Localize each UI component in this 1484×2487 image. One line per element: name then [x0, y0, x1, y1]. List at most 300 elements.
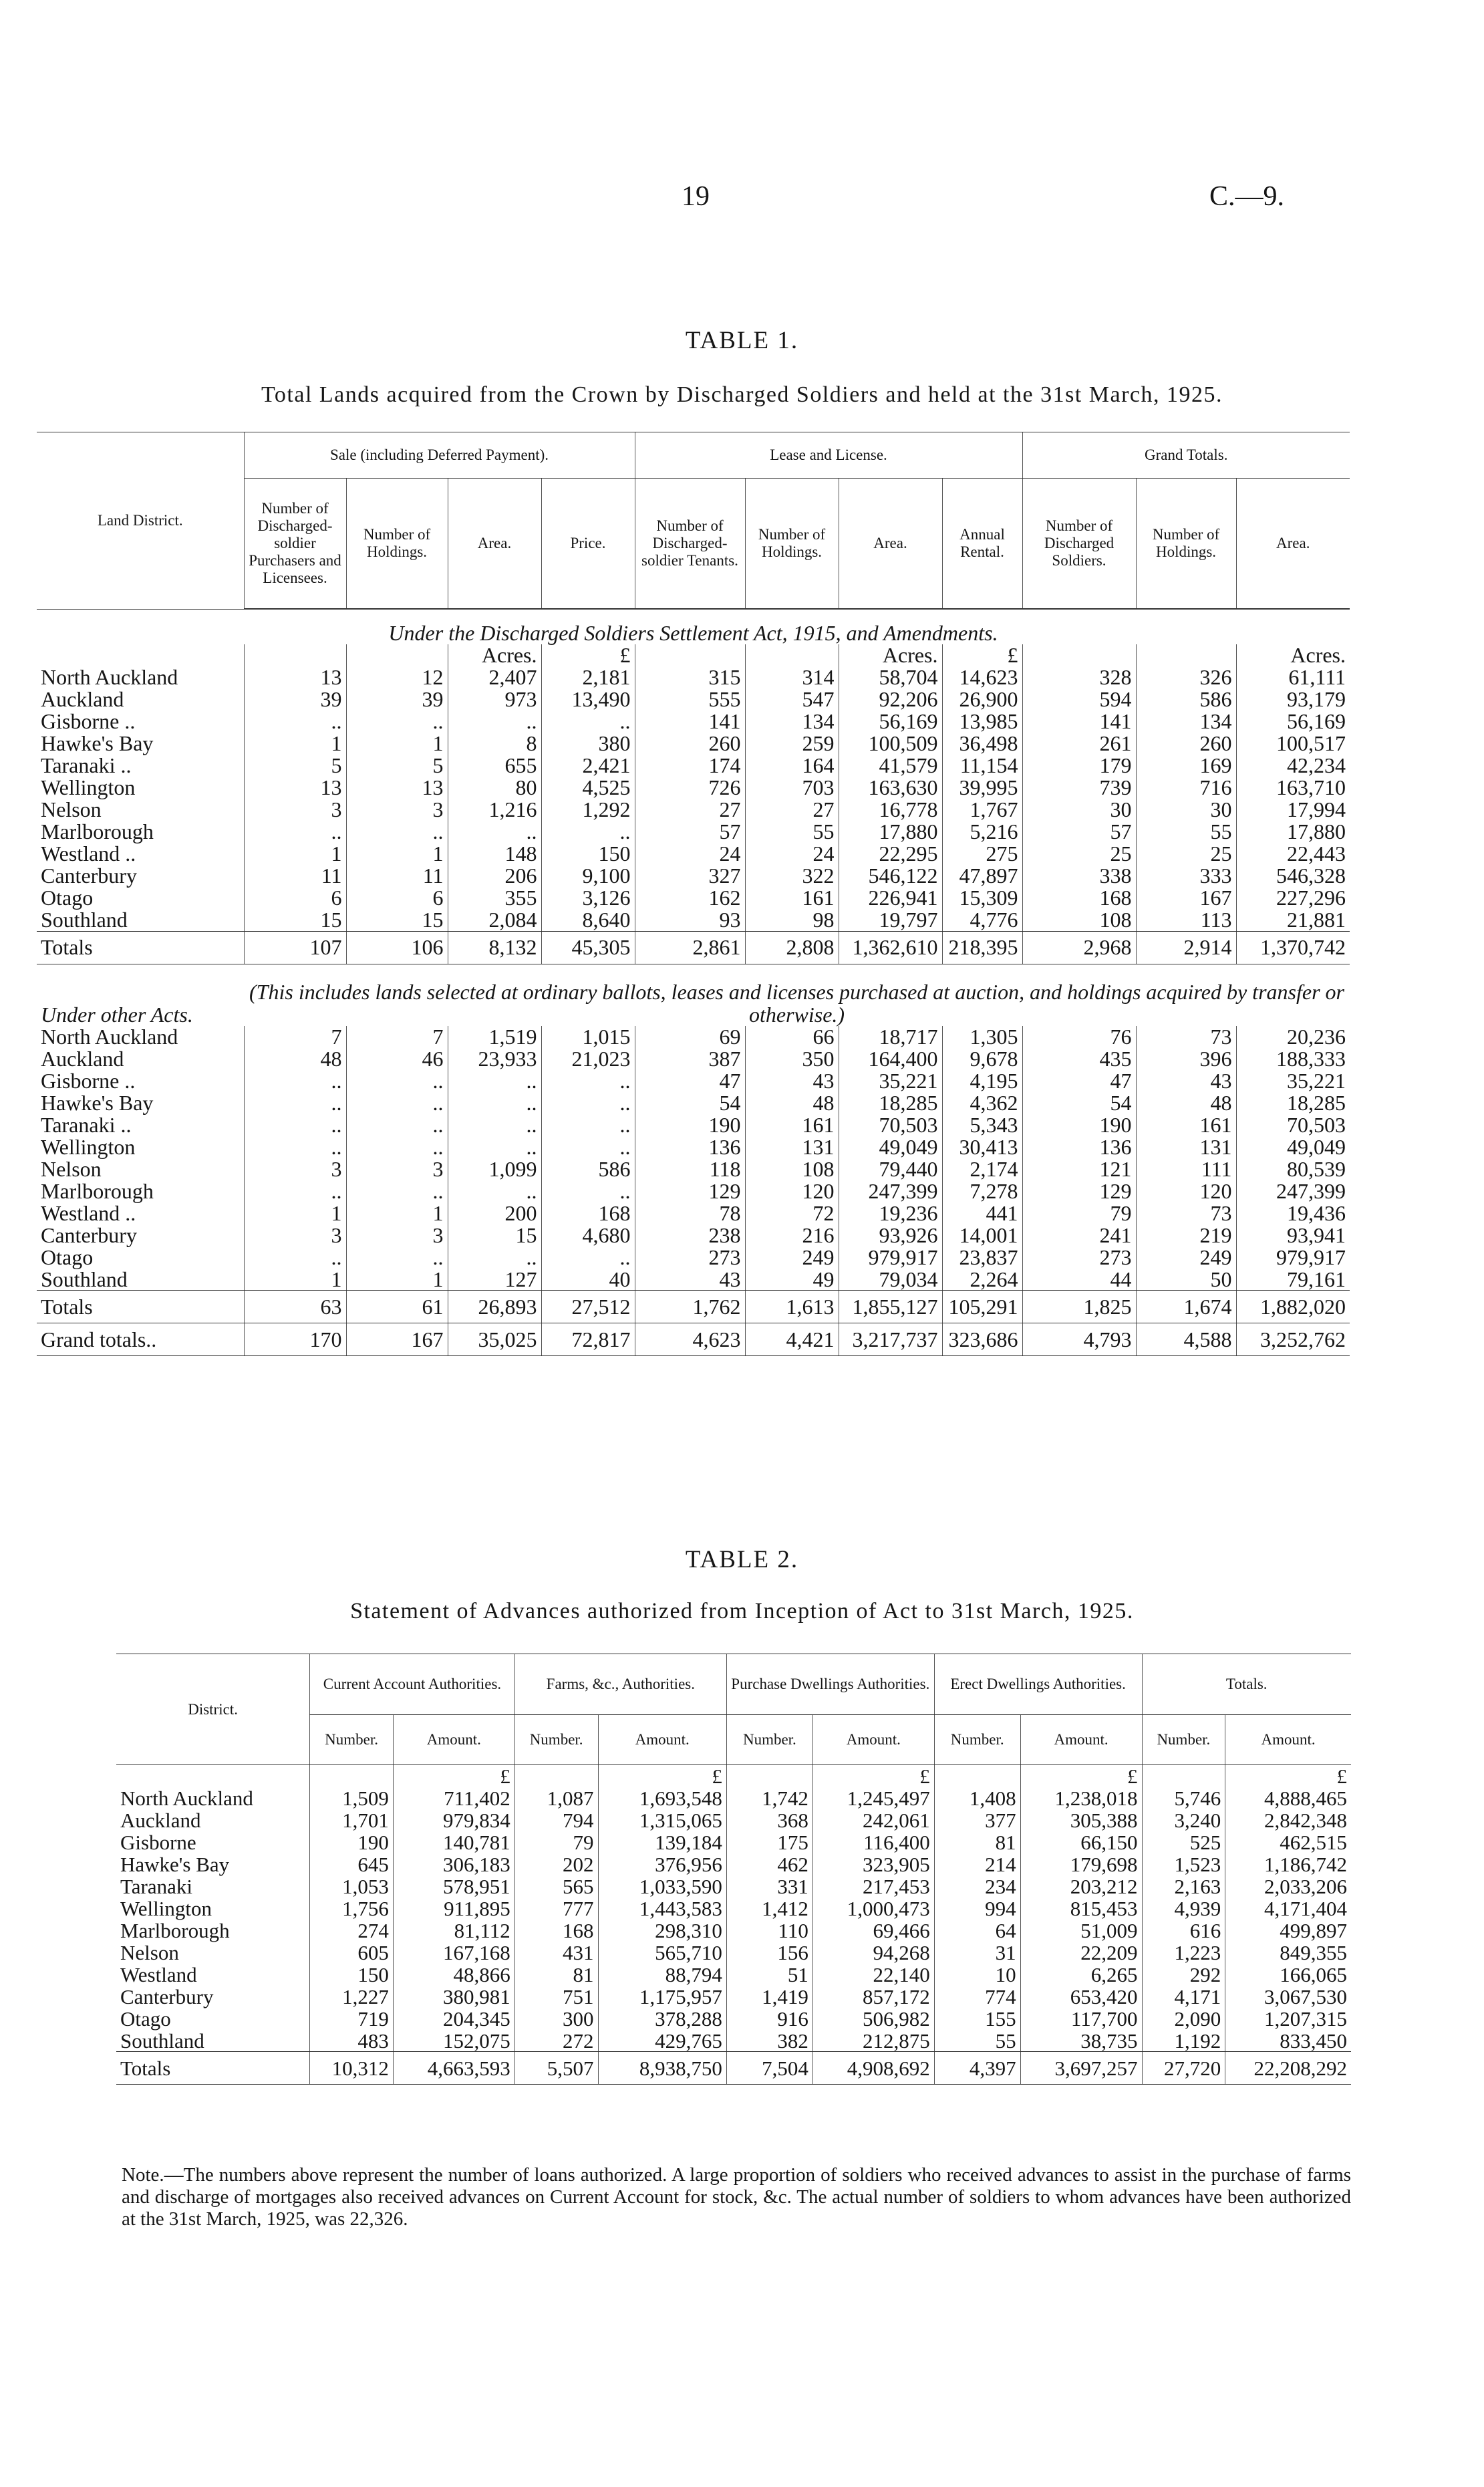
table-cell: 5,343 [942, 1114, 1022, 1136]
table-cell: 462 [726, 1853, 812, 1875]
table-cell: 719 [310, 2008, 394, 2030]
table-row [37, 821, 1350, 843]
row-label: Westland [120, 1962, 197, 1986]
table-cell: 49,049 [1236, 1136, 1350, 1158]
row-label: Southland [41, 908, 128, 932]
table-cell: .. [244, 1092, 346, 1114]
table-row [116, 1831, 1351, 1853]
table-cell: 38,735 [1020, 2030, 1142, 2052]
table-cell: 118 [635, 1158, 745, 1180]
table-row [37, 755, 1350, 777]
table-cell [934, 1765, 1020, 1787]
table-cell: 54 [635, 1092, 745, 1114]
row-label: Gisborne [120, 1830, 196, 1854]
table-cell: 1 [346, 1269, 448, 1291]
table-cell: 141 [1022, 710, 1136, 733]
table-cell: .. [244, 1247, 346, 1269]
row-label: Southland [120, 2028, 204, 2053]
units-row [116, 1765, 1351, 1787]
table-cell: 48 [745, 1092, 839, 1114]
table-cell: 121 [1022, 1158, 1136, 1180]
table-cell: .. [346, 1092, 448, 1114]
table-cell: 2,163 [1142, 1875, 1225, 1897]
table-cell: .. [541, 1180, 635, 1202]
table-cell: 973 [448, 688, 541, 710]
table-cell: .. [541, 1136, 635, 1158]
table-cell: 13 [346, 777, 448, 799]
row-label: Canterbury [41, 1222, 137, 1247]
table-cell: 259 [745, 733, 839, 755]
table-cell: 14,623 [942, 666, 1022, 688]
table-cell: 3,067,530 [1225, 1986, 1351, 2008]
table-cell: 100,509 [839, 733, 942, 755]
table1-title: TABLE 1. [685, 327, 799, 354]
table-cell: 2,174 [942, 1158, 1022, 1180]
grand-totals-row [37, 1323, 1350, 1356]
table-cell: £ [541, 644, 635, 666]
table-cell: 3 [346, 1158, 448, 1180]
table-cell: 1,053 [310, 1875, 394, 1897]
document-reference: C.—9. [1209, 181, 1285, 212]
row-label: Hawke's Bay [120, 1852, 230, 1876]
table-cell: 547 [745, 688, 839, 710]
table-cell: 247,399 [839, 1180, 942, 1202]
row-label [37, 644, 244, 666]
table-cell: 4,588 [1136, 1323, 1236, 1356]
table-cell: 1 [244, 1269, 346, 1291]
table-cell: 43 [745, 1070, 839, 1092]
table-cell: 80,539 [1236, 1158, 1350, 1180]
table-cell: 72 [745, 1202, 839, 1224]
table-cell: 2,861 [635, 931, 745, 964]
row-label: Totals [116, 2052, 310, 2085]
table-cell: 3 [346, 799, 448, 821]
table-cell: 1 [346, 733, 448, 755]
table-row [37, 909, 1350, 931]
table-cell: .. [244, 1180, 346, 1202]
table-cell: 314 [745, 666, 839, 688]
table-cell: 387 [635, 1048, 745, 1070]
table-cell: 6,265 [1020, 1964, 1142, 1986]
table-cell: 218,395 [942, 931, 1022, 964]
table-cell: 51 [726, 1964, 812, 1986]
table-cell: .. [541, 1247, 635, 1269]
table-cell: 645 [310, 1853, 394, 1875]
table-cell: .. [244, 821, 346, 843]
table-cell: 107 [244, 931, 346, 964]
table-cell: 22,443 [1236, 843, 1350, 865]
table-cell: 1,099 [448, 1158, 541, 1180]
table-cell: 1,693,548 [598, 1787, 726, 1809]
table-cell: 1,519 [448, 1026, 541, 1048]
table-cell: 376,956 [598, 1853, 726, 1875]
table-cell: 555 [635, 688, 745, 710]
column-header: Area. [448, 479, 541, 610]
table-cell: 22,140 [812, 1964, 934, 1986]
table-cell: 61 [346, 1291, 448, 1323]
table-cell: 586 [541, 1158, 635, 1180]
table-cell: 1,756 [310, 1897, 394, 1920]
table-cell: 1,362,610 [839, 931, 942, 964]
row-label: Grand totals.. [37, 1323, 244, 1356]
table-cell: 203,212 [1020, 1875, 1142, 1897]
table-cell: 1 [346, 843, 448, 865]
table-cell: 54 [1022, 1092, 1136, 1114]
table-cell: 833,450 [1225, 2030, 1351, 2052]
table-cell: 48 [244, 1048, 346, 1070]
table-row [37, 777, 1350, 799]
table-cell: 22,208,292 [1225, 2052, 1351, 2085]
table-cell: 169 [1136, 755, 1236, 777]
table-cell: 111 [1136, 1158, 1236, 1180]
table-cell: .. [448, 710, 541, 733]
table-cell: .. [244, 710, 346, 733]
page-number: 19 [682, 181, 710, 212]
table-cell: 57 [1022, 821, 1136, 843]
table-cell: 57 [635, 821, 745, 843]
table-cell: 1 [244, 843, 346, 865]
table-cell: 56,169 [839, 710, 942, 733]
table-row [116, 2008, 1351, 2030]
table-cell: 41,579 [839, 755, 942, 777]
table-cell: 47,897 [942, 865, 1022, 887]
row-label: North Auckland [41, 1024, 178, 1049]
table-cell: 300 [514, 2008, 598, 2030]
number-header: Number. [1142, 1715, 1225, 1765]
table-cell: 1,701 [310, 1809, 394, 1831]
row-label: Westland .. [41, 1200, 136, 1225]
table-cell: Acres. [1236, 644, 1350, 666]
group-header-sale: Sale (including Deferred Payment). [244, 432, 635, 479]
table-row [37, 1224, 1350, 1247]
table-cell: 273 [1022, 1247, 1136, 1269]
table-cell: 1,223 [1142, 1942, 1225, 1964]
table-cell: 979,917 [1236, 1247, 1350, 1269]
table-cell: 7,278 [942, 1180, 1022, 1202]
table-cell [1022, 644, 1136, 666]
units-row [37, 644, 1350, 666]
table-cell: 80 [448, 777, 541, 799]
row-label: Auckland [41, 1046, 124, 1071]
table-row [37, 1026, 1350, 1048]
table-cell: 141 [635, 710, 745, 733]
table-cell: 4,776 [942, 909, 1022, 931]
table-cell: 155 [934, 2008, 1020, 2030]
table-cell: 48 [1136, 1092, 1236, 1114]
table-cell: 5,507 [514, 2052, 598, 2085]
table-cell: 163,630 [839, 777, 942, 799]
amount-header: Amount. [1020, 1715, 1142, 1765]
table-cell: 45,305 [541, 931, 635, 964]
table-cell: 429,765 [598, 2030, 726, 2052]
table-cell: 227,296 [1236, 887, 1350, 909]
table-cell: 8,640 [541, 909, 635, 931]
table-cell: 69 [635, 1026, 745, 1048]
table-cell: 13,490 [541, 688, 635, 710]
table-cell: 1,305 [942, 1026, 1022, 1048]
table-cell: 1,855,127 [839, 1291, 942, 1323]
table-cell: 815,453 [1020, 1897, 1142, 1920]
table-row [37, 1180, 1350, 1202]
table-cell: 127 [448, 1269, 541, 1291]
row-label: Wellington [120, 1896, 212, 1920]
table-cell: 98 [745, 909, 839, 931]
table-cell: 55 [934, 2030, 1020, 2052]
table-cell: 134 [1136, 710, 1236, 733]
table-cell: 3 [244, 1158, 346, 1180]
table-cell: 161 [1136, 1114, 1236, 1136]
table-cell: 21,023 [541, 1048, 635, 1070]
table-cell: 47 [1022, 1070, 1136, 1092]
table-cell: 35,025 [448, 1323, 541, 1356]
totals-row [37, 1291, 1350, 1323]
table-cell: 202 [514, 1853, 598, 1875]
table-cell: 69,466 [812, 1920, 934, 1942]
table-cell: 190 [1022, 1114, 1136, 1136]
table-cell: .. [346, 1247, 448, 1269]
table-cell: 979,917 [839, 1247, 942, 1269]
table-cell: 306,183 [393, 1853, 514, 1875]
table-cell: 4,171 [1142, 1986, 1225, 2008]
table-cell: 70,503 [1236, 1114, 1350, 1136]
row-label: Auckland [41, 687, 124, 711]
table-cell: 51,009 [1020, 1920, 1142, 1942]
table-cell: 578,951 [393, 1875, 514, 1897]
table-cell: 63 [244, 1291, 346, 1323]
table-cell: 212,875 [812, 2030, 934, 2052]
table-row [37, 1158, 1350, 1180]
table-cell: 49,049 [839, 1136, 942, 1158]
table-cell [745, 644, 839, 666]
table-cell: 3,126 [541, 887, 635, 909]
table-cell: 50 [1136, 1269, 1236, 1291]
table-cell: 234 [934, 1875, 1020, 1897]
table-cell: 27 [635, 799, 745, 821]
table-cell: 30,413 [942, 1136, 1022, 1158]
group-header-purchase-dwellings: Purchase Dwellings Authorities. [726, 1654, 934, 1715]
table-cell: .. [541, 821, 635, 843]
table-row [37, 710, 1350, 733]
group-header-lease: Lease and License. [635, 432, 1022, 479]
table-row [37, 865, 1350, 887]
table-cell: 167 [1136, 887, 1236, 909]
table-cell: 35,221 [1236, 1070, 1350, 1092]
table-cell: 4,663,593 [393, 2052, 514, 2085]
column-header: Number of Discharged Soldiers. [1022, 479, 1136, 610]
table-cell: 162 [635, 887, 745, 909]
number-header: Number. [514, 1715, 598, 1765]
row-label: Taranaki .. [41, 753, 132, 777]
row-label: Otago [41, 886, 94, 910]
table-cell: 9,100 [541, 865, 635, 887]
table-cell: 1,825 [1022, 1291, 1136, 1323]
table-cell: 2,407 [448, 666, 541, 688]
table-cell: 8,132 [448, 931, 541, 964]
table-cell: 378,288 [598, 2008, 726, 2030]
table-cell: 206 [448, 865, 541, 887]
table-cell: 380,981 [393, 1986, 514, 2008]
table-cell: 49 [745, 1269, 839, 1291]
table-cell [1136, 644, 1236, 666]
table-cell: 17,994 [1236, 799, 1350, 821]
table-cell: 10,312 [310, 2052, 394, 2085]
table-cell: 703 [745, 777, 839, 799]
row-label: Otago [41, 1245, 94, 1269]
table-cell: 1,292 [541, 799, 635, 821]
table-cell: 377 [934, 1809, 1020, 1831]
footnote: Note.—The numbers above represent the number of loans authorized. A large proportion of soldiers who received advances to assist in the purchase of farms and discharge of mortgages also received advances on Current Account for stock, &c. The actual number of soldiers to whom advances have been authorized at the 31st March, 1925, was 22,326. [122, 2164, 1351, 2230]
table-cell: 298,310 [598, 1920, 726, 1942]
table-cell: 18,717 [839, 1026, 942, 1048]
table-cell: .. [541, 1070, 635, 1092]
column-header: Area. [839, 479, 942, 610]
table-cell: 20,236 [1236, 1026, 1350, 1048]
table-cell: 93,926 [839, 1224, 942, 1247]
table-cell: 47 [635, 1070, 745, 1092]
table-cell: 499,897 [1225, 1920, 1351, 1942]
row-label: Marlborough [120, 1918, 230, 1942]
table-cell: 25 [1136, 843, 1236, 865]
table-cell: 24 [745, 843, 839, 865]
table-cell: 93,179 [1236, 688, 1350, 710]
table-row [116, 1875, 1351, 1897]
table-cell: 272 [514, 2030, 598, 2052]
table-cell: 777 [514, 1897, 598, 1920]
totals-row [116, 2052, 1351, 2085]
table-cell: 81 [514, 1964, 598, 1986]
table-row [37, 1247, 1350, 1269]
table-cell: 216 [745, 1224, 839, 1247]
table-cell: 382 [726, 2030, 812, 2052]
table-cell: 73 [1136, 1026, 1236, 1048]
table-cell: 12 [346, 666, 448, 688]
table-cell: 190 [635, 1114, 745, 1136]
table1-group-header [37, 432, 1350, 479]
table-cell: 18,285 [1236, 1092, 1350, 1114]
table-cell: 857,172 [812, 1986, 934, 2008]
table-cell: 462,515 [1225, 1831, 1351, 1853]
table-cell: 129 [1022, 1180, 1136, 1202]
table-cell: 3,697,257 [1020, 2052, 1142, 2085]
table-row [37, 1114, 1350, 1136]
row-label: Nelson [41, 797, 102, 821]
table-cell: 66,150 [1020, 1831, 1142, 1853]
row-label: Hawke's Bay [41, 731, 154, 755]
table-cell: 170 [244, 1323, 346, 1356]
table-cell: 17,880 [1236, 821, 1350, 843]
table-cell: 79 [514, 1831, 598, 1853]
table-cell: 261 [1022, 733, 1136, 755]
table-cell: 1,245,497 [812, 1787, 934, 1809]
table-cell: 64 [934, 1920, 1020, 1942]
table-cell: 3 [244, 799, 346, 821]
table-cell: 5,746 [1142, 1787, 1225, 1809]
table-cell: 40 [541, 1269, 635, 1291]
table-cell: 44 [1022, 1269, 1136, 1291]
table-cell: .. [346, 1136, 448, 1158]
table-cell: 30 [1136, 799, 1236, 821]
table-cell: 73 [1136, 1202, 1236, 1224]
table2-subtitle: Statement of Advances authorized from Inception of Act to 31st March, 1925. [350, 1599, 1134, 1623]
table-cell: 247,399 [1236, 1180, 1350, 1202]
amount-header: Amount. [598, 1715, 726, 1765]
table-cell: 26,893 [448, 1291, 541, 1323]
table-cell: 616 [1142, 1920, 1225, 1942]
table-cell: 93,941 [1236, 1224, 1350, 1247]
table-cell: 1,315,065 [598, 1809, 726, 1831]
table-cell: 1,087 [514, 1787, 598, 1809]
table-cell: 164,400 [839, 1048, 942, 1070]
table-cell: 4,421 [745, 1323, 839, 1356]
table2-group-header [116, 1654, 1351, 1715]
table-cell: 260 [635, 733, 745, 755]
table-cell: 1,674 [1136, 1291, 1236, 1323]
table-cell: 39 [346, 688, 448, 710]
table-cell: 23,837 [942, 1247, 1022, 1269]
table-cell: £ [1225, 1765, 1351, 1787]
table-cell: 274 [310, 1920, 394, 1942]
number-header: Number. [726, 1715, 812, 1765]
table2 [116, 1654, 1351, 2085]
column-header: Number of Holdings. [745, 479, 839, 610]
table-cell: 2,181 [541, 666, 635, 688]
table-cell: 1,238,018 [1020, 1787, 1142, 1809]
table-cell: 9,678 [942, 1048, 1022, 1070]
table-cell: 4,525 [541, 777, 635, 799]
table-cell: 92,206 [839, 688, 942, 710]
row-label: Marlborough [41, 1178, 154, 1203]
table-row [116, 1787, 1351, 1809]
group-header-grand: Grand Totals. [1022, 432, 1350, 479]
section-heading-label: Under other Acts. [41, 1002, 193, 1027]
table-cell: 105,291 [942, 1291, 1022, 1323]
land-district-header: Land District. [37, 432, 244, 610]
table-cell: 1,509 [310, 1787, 394, 1809]
row-label: Totals [37, 931, 244, 964]
table-cell: 13,985 [942, 710, 1022, 733]
table-cell: 19,236 [839, 1202, 942, 1224]
table-cell: 35,221 [839, 1070, 942, 1092]
table-cell: 6 [244, 887, 346, 909]
table-row [37, 1048, 1350, 1070]
table-cell: 2,914 [1136, 931, 1236, 964]
table-cell: 1 [244, 1202, 346, 1224]
table-cell: 241 [1022, 1224, 1136, 1247]
table-cell: 655 [448, 755, 541, 777]
table-cell: 1,762 [635, 1291, 745, 1323]
table-cell: .. [244, 1136, 346, 1158]
table-cell: 431 [514, 1942, 598, 1964]
table-cell: 327 [635, 865, 745, 887]
table-cell [726, 1765, 812, 1787]
table-cell: 108 [745, 1158, 839, 1180]
table-cell: 1,216 [448, 799, 541, 821]
table-cell: 179,698 [1020, 1853, 1142, 1875]
table-row [116, 1920, 1351, 1942]
table-cell: 322 [745, 865, 839, 887]
table-cell: 483 [310, 2030, 394, 2052]
table-cell: 1,408 [934, 1787, 1020, 1809]
table-cell: 56,169 [1236, 710, 1350, 733]
table-cell: 2,264 [942, 1269, 1022, 1291]
table-cell: 605 [310, 1942, 394, 1964]
table-cell: 81,112 [393, 1920, 514, 1942]
table-cell: 1,419 [726, 1986, 812, 2008]
table-cell: 11 [244, 865, 346, 887]
row-label: Southland [41, 1267, 128, 1291]
column-header: Number of Discharged-soldier Tenants. [635, 479, 745, 610]
table-cell: 506,982 [812, 2008, 934, 2030]
